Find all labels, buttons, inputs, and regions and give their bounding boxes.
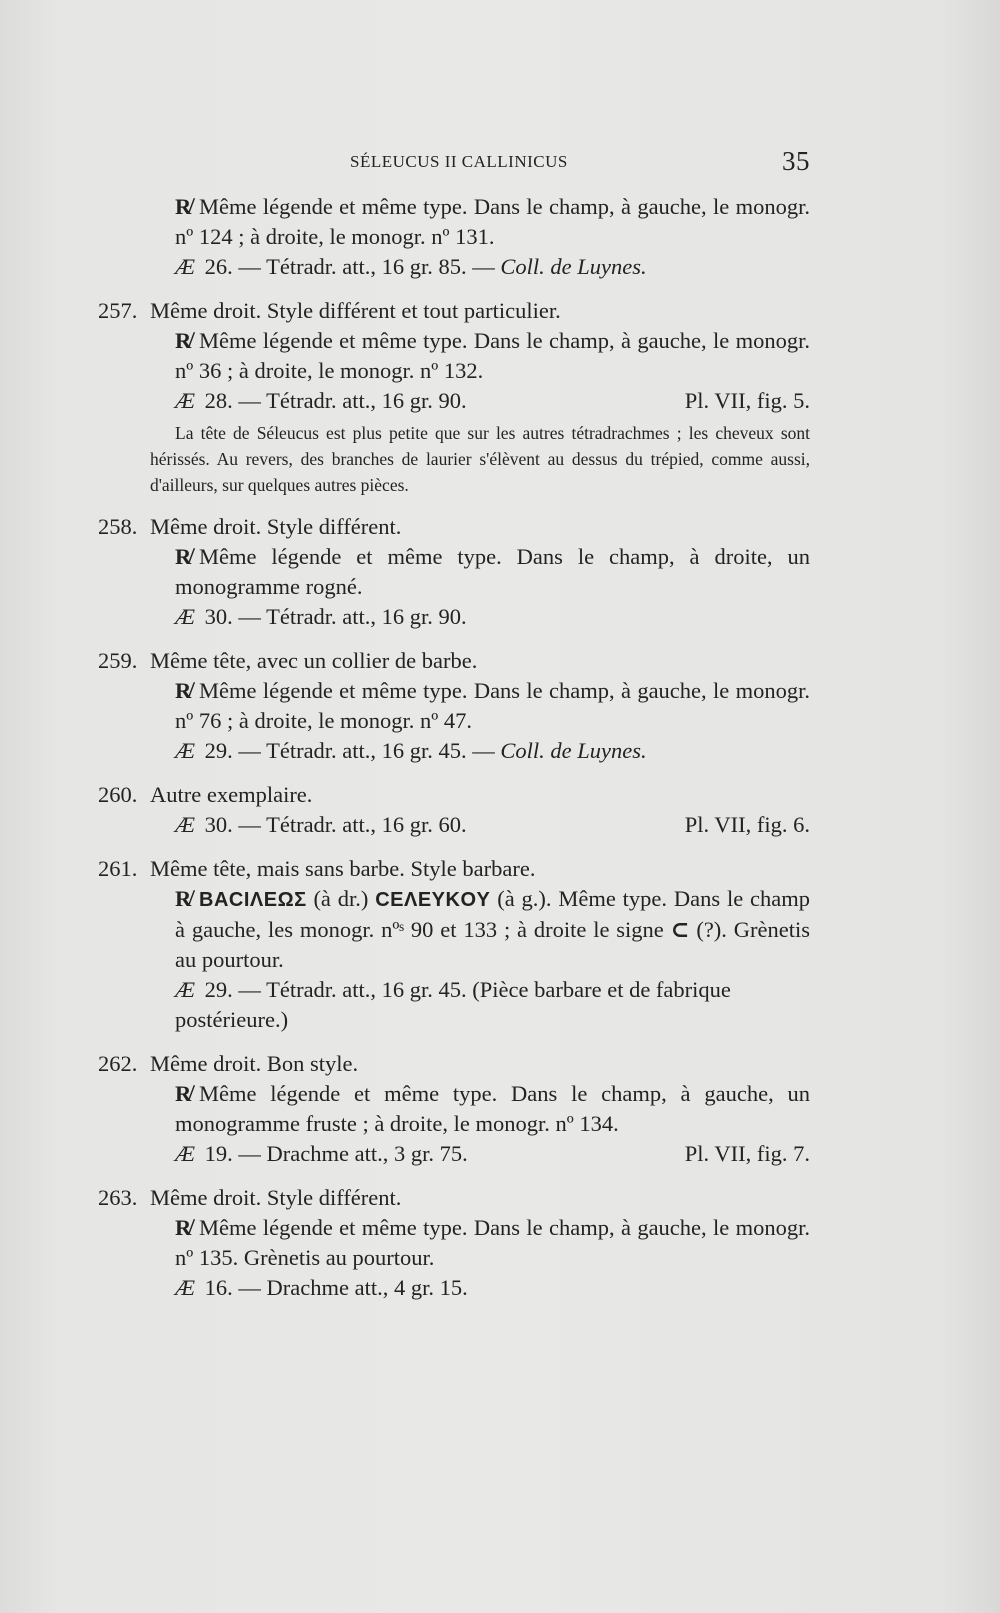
metal-line: Æ 30. — Tétradr. att., 16 gr. 90. bbox=[150, 602, 810, 632]
reverse-symbol: R̸ bbox=[175, 328, 192, 353]
catalogue-entry bbox=[98, 1049, 810, 1169]
collection-label: Coll. de Luynes. bbox=[500, 254, 647, 279]
reverse-description: R̸ Même légende et même type. Dans le champ, à gauche, le monogr. nº 124 ; à droite, le monogr. nº 131. bbox=[175, 194, 810, 249]
metal-line: Æ 16. — Drachme att., 4 gr. 15. bbox=[150, 1273, 810, 1303]
silver-symbol: Æ bbox=[175, 812, 196, 837]
entry-note: La tête de Séleucus est plus petite que sur les autres tétradrachmes ; les cheveux sont hérissés. Au revers, des branches de laurier s'élèvent au dessus du trépied, comme aussi, d'ailleurs, sur quelques autres pièces. bbox=[150, 423, 810, 495]
reverse-symbol: R̸ bbox=[175, 1215, 192, 1240]
page-number: 35 bbox=[782, 146, 810, 176]
obverse-line: 259. Même tête, avec un collier de barbe. bbox=[98, 648, 478, 673]
obverse-line: 261. Même tête, mais sans barbe. Style barbare. bbox=[98, 856, 536, 881]
silver-symbol: Æ bbox=[175, 388, 196, 413]
metal-line: Æ 26. — Tétradr. att., 16 gr. 85. — Coll. de Luynes. bbox=[150, 252, 810, 282]
collection-label: Coll. de Luynes. bbox=[500, 738, 647, 763]
catalogue-entry bbox=[98, 512, 810, 632]
reverse-description: R̸ Même légende et même type. Dans le champ, à gauche, le monogr. nº 36 ; à droite, le monogr. nº 132. bbox=[175, 328, 810, 383]
silver-symbol: Æ bbox=[175, 604, 196, 629]
metal-line: Æ 30. — Tétradr. att., 16 gr. 60. Pl. VII, fig. 6. bbox=[150, 810, 810, 840]
reverse-description: R̸ Même légende et même type. Dans le champ, à gauche, le monogr. nº 76 ; à droite, le monogr. nº 47. bbox=[175, 678, 810, 733]
plate-reference: Pl. VII, fig. 7. bbox=[684, 1141, 810, 1166]
obverse-line: 257. Même droit. Style différent et tout particulier. bbox=[98, 298, 561, 323]
reverse-symbol: R̸ bbox=[175, 886, 192, 911]
reverse-description: R̸ BACIΛEΩΣ (à dr.) CEΛEYKOY (à g.). Même type. Dans le champ à gauche, les monogr. nºˢ 90 et 133 ; à droite le signe ⊂ (?). Grènetis au pourtour. bbox=[175, 886, 810, 972]
metal-line: Æ 29. — Tétradr. att., 16 gr. 45. — Coll. de Luynes. bbox=[150, 736, 810, 766]
catalogue-content bbox=[98, 192, 810, 1317]
obverse-line: 263. Même droit. Style différent. bbox=[98, 1185, 402, 1210]
reverse-description: R̸ Même légende et même type. Dans le champ, à droite, un monogramme rogné. bbox=[175, 544, 810, 599]
sign-symbol: ⊂ bbox=[670, 917, 690, 942]
metal-line: Æ 29. — Tétradr. att., 16 gr. 45. (Pièce barbare et de fabrique postérieure.) bbox=[175, 977, 731, 1032]
catalogue-entry bbox=[98, 854, 810, 1035]
reverse-symbol: R̸ bbox=[175, 194, 192, 219]
obverse-line: 260. Autre exemplaire. bbox=[98, 782, 313, 807]
plate-reference: Pl. VII, fig. 6. bbox=[684, 812, 810, 837]
metal-line: Æ 28. — Tétradr. att., 16 gr. 90. Pl. VII, fig. 5. bbox=[150, 386, 810, 416]
reverse-symbol: R̸ bbox=[175, 678, 192, 703]
running-title: SÉLEUCUS II CALLINICUS bbox=[350, 152, 568, 171]
obverse-line: 258. Même droit. Style différent. bbox=[98, 514, 402, 539]
silver-symbol: Æ bbox=[175, 1141, 196, 1166]
plate-reference: Pl. VII, fig. 5. bbox=[684, 388, 810, 413]
catalogue-entry bbox=[98, 780, 810, 840]
reverse-symbol: R̸ bbox=[175, 1081, 192, 1106]
obverse-line: 262. Même droit. Bon style. bbox=[98, 1051, 359, 1076]
silver-symbol: Æ bbox=[175, 738, 196, 763]
reverse-symbol: R̸ bbox=[175, 544, 192, 569]
silver-symbol: Æ bbox=[175, 977, 196, 1002]
reverse-description: R̸ Même légende et même type. Dans le champ, à gauche, le monogr. nº 135. Grènetis au pourtour. bbox=[175, 1215, 810, 1270]
catalogue-entry bbox=[98, 296, 810, 498]
catalogue-entry bbox=[98, 1183, 810, 1303]
greek-legend: BACIΛEΩΣ bbox=[199, 889, 307, 911]
catalogue-entry bbox=[98, 646, 810, 766]
greek-legend: CEΛEYKOY bbox=[375, 889, 491, 911]
catalogue-entry bbox=[150, 192, 810, 282]
silver-symbol: Æ bbox=[175, 254, 196, 279]
metal-line: Æ 19. — Drachme att., 3 gr. 75. Pl. VII, fig. 7. bbox=[150, 1139, 810, 1169]
silver-symbol: Æ bbox=[175, 1275, 196, 1300]
reverse-description: R̸ Même légende et même type. Dans le champ, à gauche, un monogramme fruste ; à droite, le monogr. nº 134. bbox=[175, 1081, 810, 1136]
